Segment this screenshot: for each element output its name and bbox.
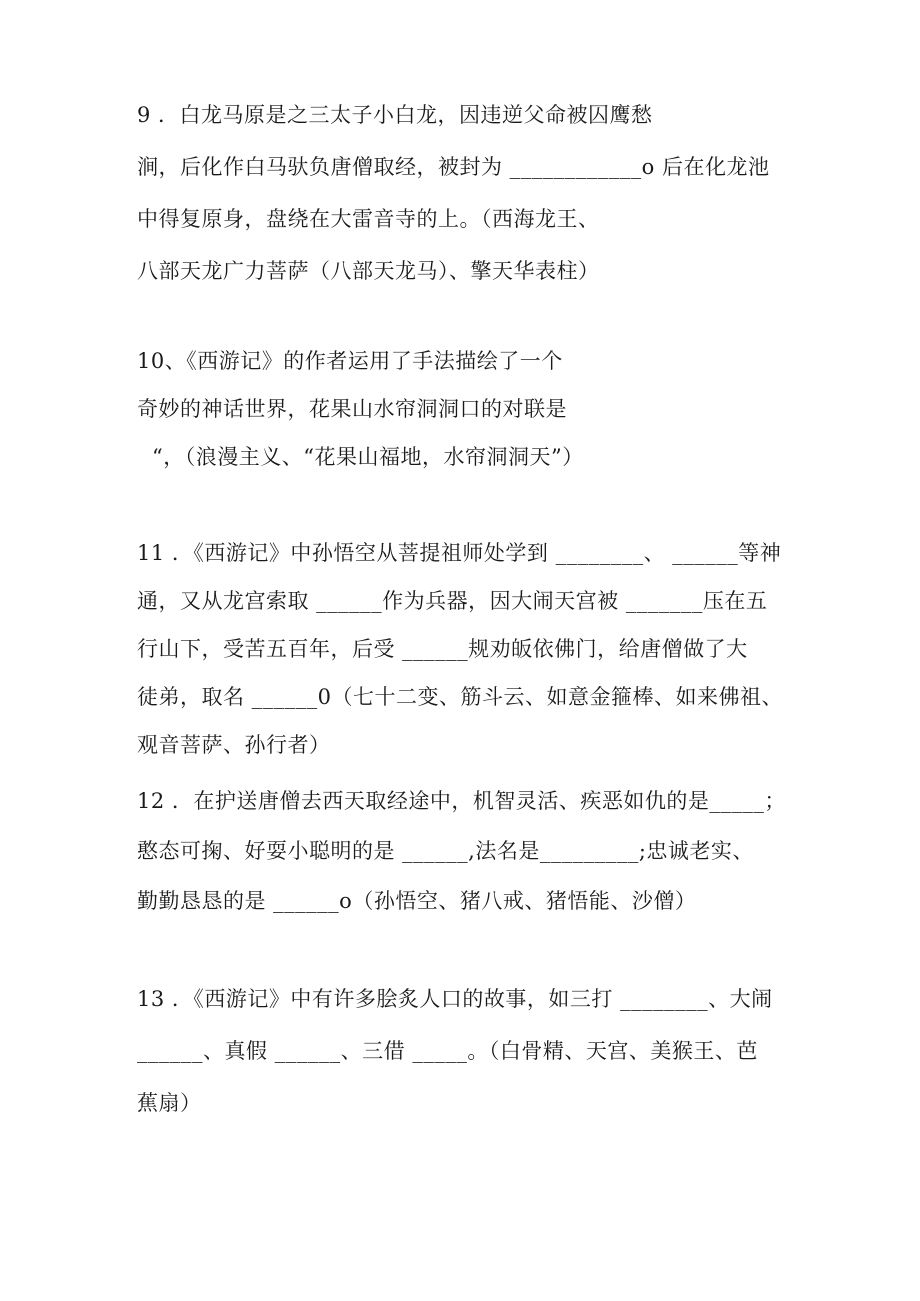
question-11-line-4: 徒弟，取名 ______0（七十二变、筋斗云、如意金箍棒、如来佛祖、 [137,685,784,709]
question-13-line-1: 13 ．《西游记》中有许多脍炙人口的故事，如三打 ________、大闹 [137,987,773,1011]
question-11-line-1: 11 ．《西游记》中孙悟空从菩提祖师处学到 ________、 ______等神 [137,541,782,565]
question-10-line-2: 奇妙的神话世界，花果山水帘洞洞口的对联是 [137,397,567,421]
question-9-line-2: 涧，后化作白马驮负唐僧取经，被封为 ____________o 后在化龙池 [137,155,770,179]
question-11-line-2: 通，又从龙宫索取 ______作为兵器，因大闹天宫被 _______压在五 [137,589,768,613]
question-9-line-3: 中得复原身，盘绕在大雷音寺的上。（西海龙王、 [137,207,600,231]
question-9-line-1: 9 ．白龙马原是之三太子小白龙，因违逆父命被囚鹰愁 [137,103,653,127]
question-12-line-1: 12 ．在护送唐僧去西天取经途中，机智灵活、疾恶如仇的是_____； [137,789,786,813]
question-10-line-3: “，（浪漫主义、“花果山福地，水帘洞洞天”） [152,445,584,469]
question-10-line-1: 10、《西游记》的作者运用了手法描绘了一个 [137,349,563,373]
question-11-line-5: 观音菩萨、孙行者） [137,733,331,757]
question-13-line-2: ______、真假 ______、三借 _____。（白骨精、天宫、美猴王、芭 [137,1039,758,1063]
question-12-line-2: 憨态可掬、好耍小聪明的是 ______,法名是_________;忠诚老实、 [137,839,754,863]
question-11-line-3: 行山下，受苦五百年，后受 ______规劝皈依佛门，给唐僧做了大 [137,637,748,661]
question-13-line-3: 蕉扇） [137,1091,202,1115]
question-9-line-4: 八部天龙广力菩萨（八部天龙马）、擎天华表柱） [137,259,600,283]
question-12-line-3: 勤勤恳恳的是 ______o（孙悟空、猪八戒、猪悟能、沙僧） [137,889,697,913]
